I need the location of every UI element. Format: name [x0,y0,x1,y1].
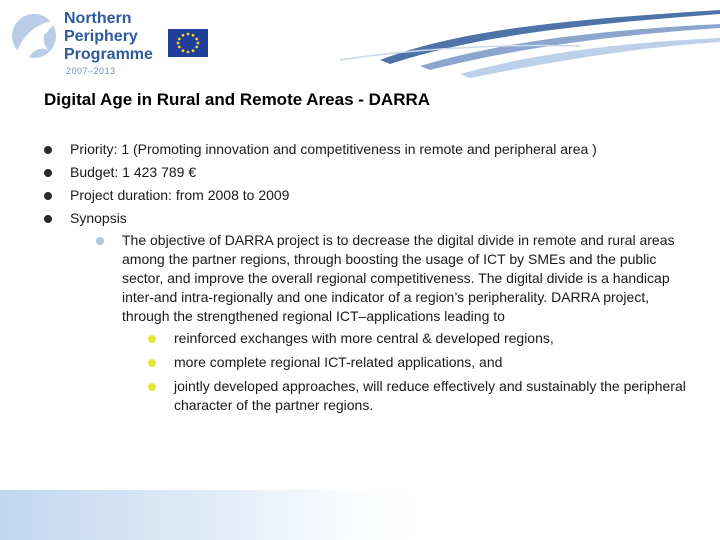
bullet-synopsis [44,209,694,415]
content [44,140,694,420]
synopsis-item [96,231,694,415]
synopsis-outcomes [148,329,694,415]
bullet-dot-icon [44,192,52,200]
bullet-dot-icon [148,335,156,343]
bullet-text: Priority: 1 (Promoting innovation and competitiveness in remote and peripheral area ) [70,141,597,157]
header [0,0,720,84]
outcome-item [148,329,694,348]
programme-logo-text [64,10,153,64]
bullet-text: Synopsis [70,210,127,226]
outcome-text: jointly developed approaches, will reduce effectively and sustainably the peripheral character of the partner regions. [174,378,686,413]
outcome-item [148,353,694,372]
bullet-text: Project duration: from 2008 to 2009 [70,187,290,203]
outcome-text: more complete regional ICT-related applications, and [174,354,503,370]
bullet-dot-icon [44,169,52,177]
bullet-dot-icon [148,359,156,367]
bullet-text: Budget: 1 423 789 € [70,164,197,180]
outcome-text: reinforced exchanges with more central & developed regions, [174,330,554,346]
bullet-dot-icon [44,146,52,154]
page-title: Digital Age in Rural and Remote Areas - DARRA [44,90,431,109]
bullet-priority [44,140,694,159]
synopsis-text: The objective of DARRA project is to decrease the digital divide in remote and rural areas among the partner regions, through boosting the usage of ICT by SMEs and the public sector, and improve the overall regional competitiveness. The digital divide is a handicap inter-and intra-regionally and one indicator of a region’s peripherality. DARRA project, through the strengthened regional ICT–applications leading to [122,232,675,324]
bullet-duration [44,186,694,205]
bird-logo-icon [10,10,62,70]
logo-line-2: Periphery [64,28,138,45]
logo-line-1: Northern [64,10,132,27]
eu-flag-icon [168,29,208,57]
bullet-budget [44,163,694,182]
bullet-dot-icon [148,383,156,391]
header-swoosh-decoration [220,0,720,84]
footer-gradient-bar [0,490,720,540]
synopsis-section [96,231,694,415]
bullet-dot-icon [44,215,52,223]
outcome-item [148,377,694,415]
logo-years: 2007–2013 [66,66,116,76]
logo-line-3: Programme [64,46,153,63]
bullet-dot-icon [96,237,104,245]
